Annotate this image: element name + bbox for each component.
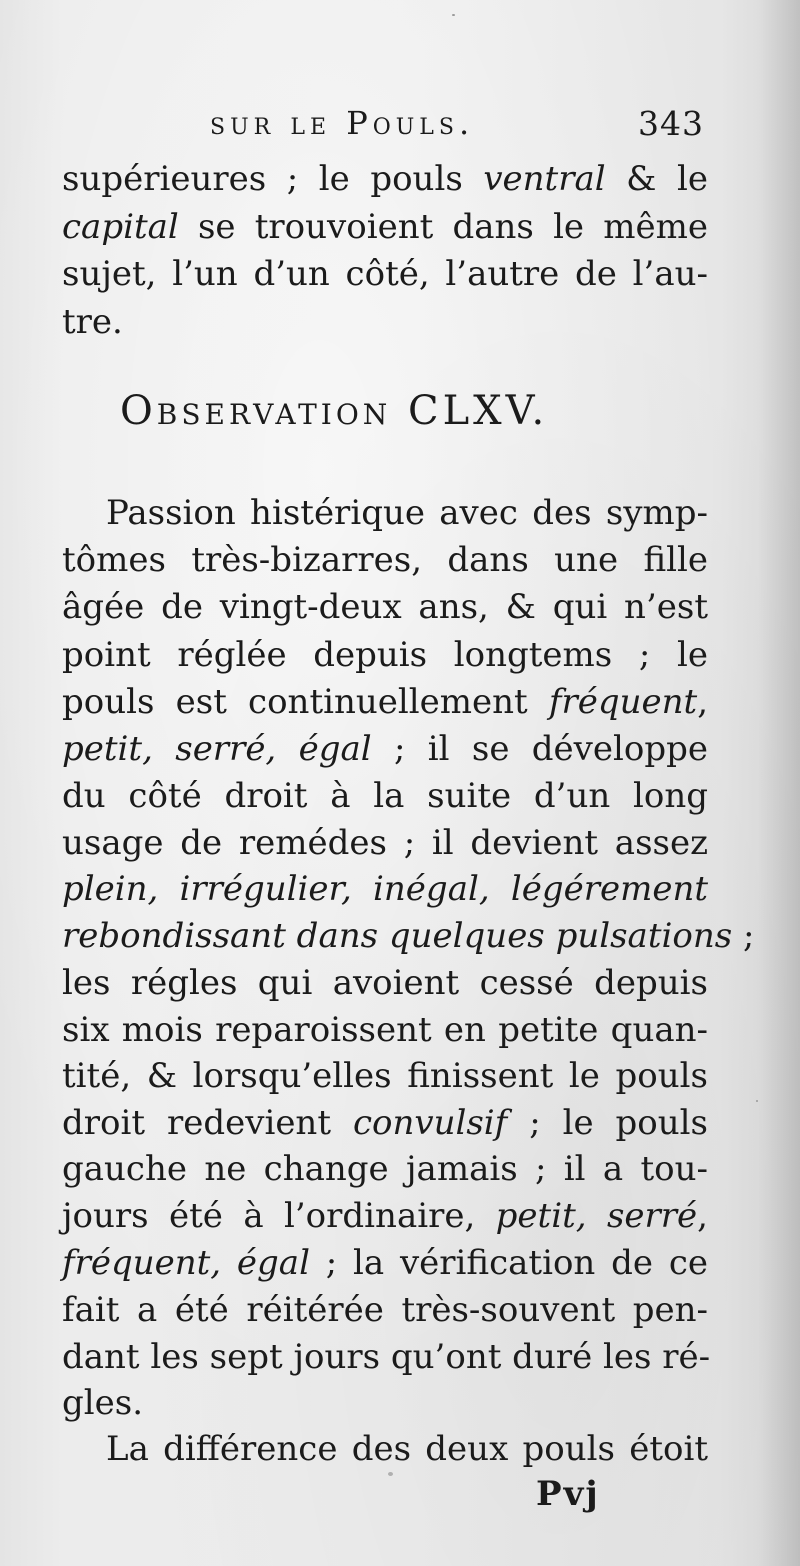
line-italic-text: capital bbox=[62, 207, 179, 247]
line-italic-text: convulsif bbox=[352, 1103, 508, 1143]
signature-mark: Pvj bbox=[536, 1474, 600, 1514]
text-line bbox=[62, 820, 708, 866]
line-text: usage de remédes ; il devient assez bbox=[62, 823, 708, 863]
line-text: ; le pouls bbox=[507, 1103, 708, 1143]
text-line bbox=[62, 773, 708, 819]
line-italic-text: petit, serré, égal bbox=[62, 729, 372, 769]
text-line bbox=[62, 1287, 708, 1333]
line-text: pouls est continuellement bbox=[62, 682, 549, 722]
line-text: les régles qui avoient cessé depuis bbox=[62, 963, 708, 1003]
text-line bbox=[62, 726, 708, 772]
line-text: gles. bbox=[62, 1383, 144, 1423]
line-italic-text: rebondissant dans quelques pulsations bbox=[62, 916, 733, 956]
text-line bbox=[62, 1146, 708, 1192]
text-line bbox=[62, 960, 708, 1006]
line-italic-text: fréquent, égal bbox=[62, 1243, 310, 1283]
paper-speck bbox=[388, 1472, 393, 1476]
line-text: âgée de vingt-deux ans, & qui n’est bbox=[62, 587, 708, 627]
observation-heading: Observation CLXV. bbox=[120, 388, 549, 434]
text-line bbox=[106, 490, 708, 536]
line-text: gauche ne change jamais ; il a tou- bbox=[62, 1149, 708, 1189]
text-line bbox=[62, 156, 708, 202]
line-text: sujet, l’un d’un côté, l’autre de l’au- bbox=[62, 254, 708, 294]
line-text: point réglée depuis longtems ; le bbox=[62, 635, 708, 675]
line-text: & le bbox=[605, 159, 708, 199]
line-text: tre. bbox=[62, 302, 123, 342]
line-text: ; il se développe bbox=[371, 729, 708, 769]
page-header bbox=[62, 104, 708, 156]
page-edge-shadow bbox=[758, 0, 800, 1566]
text-line bbox=[62, 1100, 708, 1146]
line-text: du côté droit à la suite d’un long bbox=[62, 776, 708, 816]
line-text: se trouvoient dans le même bbox=[178, 207, 708, 247]
line-italic-text: petit, serré bbox=[495, 1196, 698, 1236]
page-number: 343 bbox=[638, 104, 704, 143]
text-line bbox=[62, 584, 708, 630]
line-italic-text: plein, irrégulier, inégal, légérement bbox=[62, 869, 708, 909]
text-line bbox=[62, 1007, 708, 1053]
line-text: , bbox=[697, 1196, 708, 1236]
line-text: , bbox=[697, 682, 708, 722]
line-text: La différence des deux pouls étoit bbox=[106, 1429, 708, 1469]
text-line bbox=[106, 1426, 708, 1472]
line-text: dant les sept jours qu’ont duré les ré- bbox=[62, 1337, 711, 1377]
paper-speck bbox=[452, 14, 455, 16]
line-text: six mois reparoissent en petite quan- bbox=[62, 1010, 708, 1050]
line-text: jours été à l’ordinaire, bbox=[62, 1196, 496, 1236]
text-line bbox=[62, 204, 708, 250]
line-text: Passion histérique avec des symp- bbox=[106, 493, 708, 533]
text-line bbox=[62, 1334, 711, 1380]
text-line bbox=[62, 679, 708, 725]
paper-speck bbox=[756, 1100, 758, 1102]
text-line bbox=[62, 1240, 708, 1286]
text-line bbox=[62, 1053, 708, 1099]
line-italic-text: fréquent bbox=[548, 682, 698, 722]
line-text: droit redevient bbox=[62, 1103, 353, 1143]
line-text: tité, & lorsqu’elles finissent le pouls bbox=[62, 1056, 708, 1096]
running-head: sur le Pouls. bbox=[210, 104, 475, 142]
line-text: ; bbox=[732, 916, 755, 956]
text-line bbox=[62, 913, 755, 959]
text-line bbox=[62, 1380, 708, 1426]
line-italic-text: ventral bbox=[483, 159, 606, 199]
text-line bbox=[62, 251, 708, 297]
line-text: supérieures ; le pouls bbox=[62, 159, 484, 199]
line-text: fait a été réitérée très-souvent pen- bbox=[62, 1290, 708, 1330]
line-text: tômes très-bizarres, dans une fille bbox=[62, 540, 708, 580]
text-line bbox=[62, 866, 708, 912]
text-line bbox=[62, 299, 708, 345]
text-line bbox=[62, 537, 708, 583]
text-line bbox=[62, 1193, 708, 1239]
text-line bbox=[62, 632, 708, 678]
line-text: ; la vérification de ce bbox=[309, 1243, 708, 1283]
